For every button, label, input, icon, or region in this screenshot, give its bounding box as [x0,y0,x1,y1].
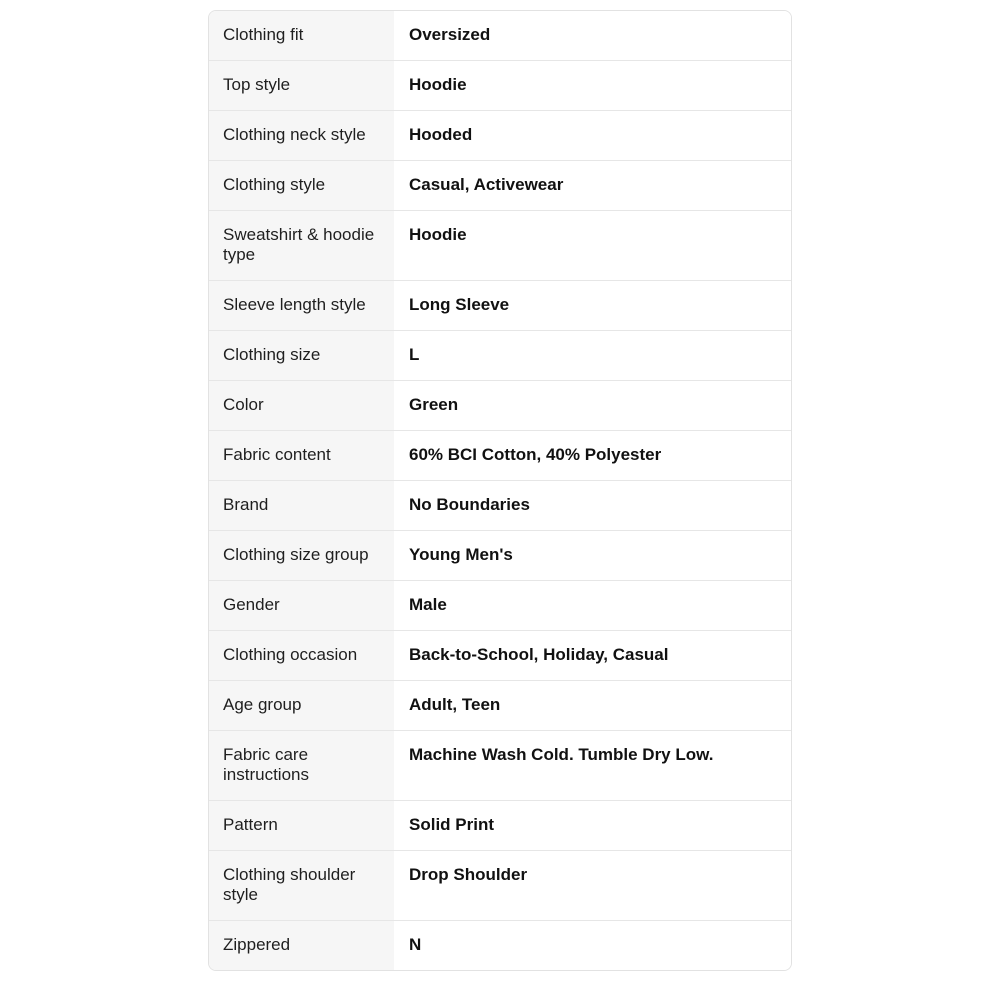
spec-value: Young Men's [394,531,791,580]
spec-label: Age group [209,681,394,730]
spec-value: Hoodie [394,211,791,280]
spec-row-clothing-shoulder-style [209,851,791,921]
spec-value: Male [394,581,791,630]
spec-row-zippered [209,921,791,970]
spec-label: Zippered [209,921,394,970]
spec-label: Top style [209,61,394,110]
spec-row-sleeve-length-style [209,281,791,331]
spec-value: Solid Print [394,801,791,850]
spec-value: Casual, Activewear [394,161,791,210]
spec-label: Clothing shoulder style [209,851,394,920]
spec-value: Back-to-School, Holiday, Casual [394,631,791,680]
spec-row-clothing-style [209,161,791,211]
spec-row-top-style [209,61,791,111]
spec-label: Sweatshirt & hoodie type [209,211,394,280]
spec-label: Clothing neck style [209,111,394,160]
spec-label: Fabric content [209,431,394,480]
spec-row-clothing-fit [209,11,791,61]
spec-value: Oversized [394,11,791,60]
spec-row-gender [209,581,791,631]
spec-value: Long Sleeve [394,281,791,330]
specifications-table [208,10,792,971]
spec-row-age-group [209,681,791,731]
spec-value: N [394,921,791,970]
spec-label: Sleeve length style [209,281,394,330]
spec-row-pattern [209,801,791,851]
spec-row-sweatshirt-hoodie-type [209,211,791,281]
spec-label: Clothing size group [209,531,394,580]
spec-value: L [394,331,791,380]
spec-value: Hoodie [394,61,791,110]
spec-row-clothing-size [209,331,791,381]
spec-row-brand [209,481,791,531]
spec-row-clothing-occasion [209,631,791,681]
spec-value: No Boundaries [394,481,791,530]
spec-value: Green [394,381,791,430]
spec-row-fabric-care-instructions [209,731,791,801]
spec-label: Gender [209,581,394,630]
spec-label: Color [209,381,394,430]
spec-row-color [209,381,791,431]
spec-label: Clothing size [209,331,394,380]
spec-row-clothing-neck-style [209,111,791,161]
spec-label: Clothing occasion [209,631,394,680]
spec-row-fabric-content [209,431,791,481]
spec-label: Fabric care instructions [209,731,394,800]
spec-label: Clothing style [209,161,394,210]
spec-label: Clothing fit [209,11,394,60]
spec-value: Hooded [394,111,791,160]
spec-value: Machine Wash Cold. Tumble Dry Low. [394,731,791,800]
spec-value: 60% BCI Cotton, 40% Polyester [394,431,791,480]
spec-value: Drop Shoulder [394,851,791,920]
spec-label: Pattern [209,801,394,850]
spec-row-clothing-size-group [209,531,791,581]
spec-value: Adult, Teen [394,681,791,730]
spec-label: Brand [209,481,394,530]
